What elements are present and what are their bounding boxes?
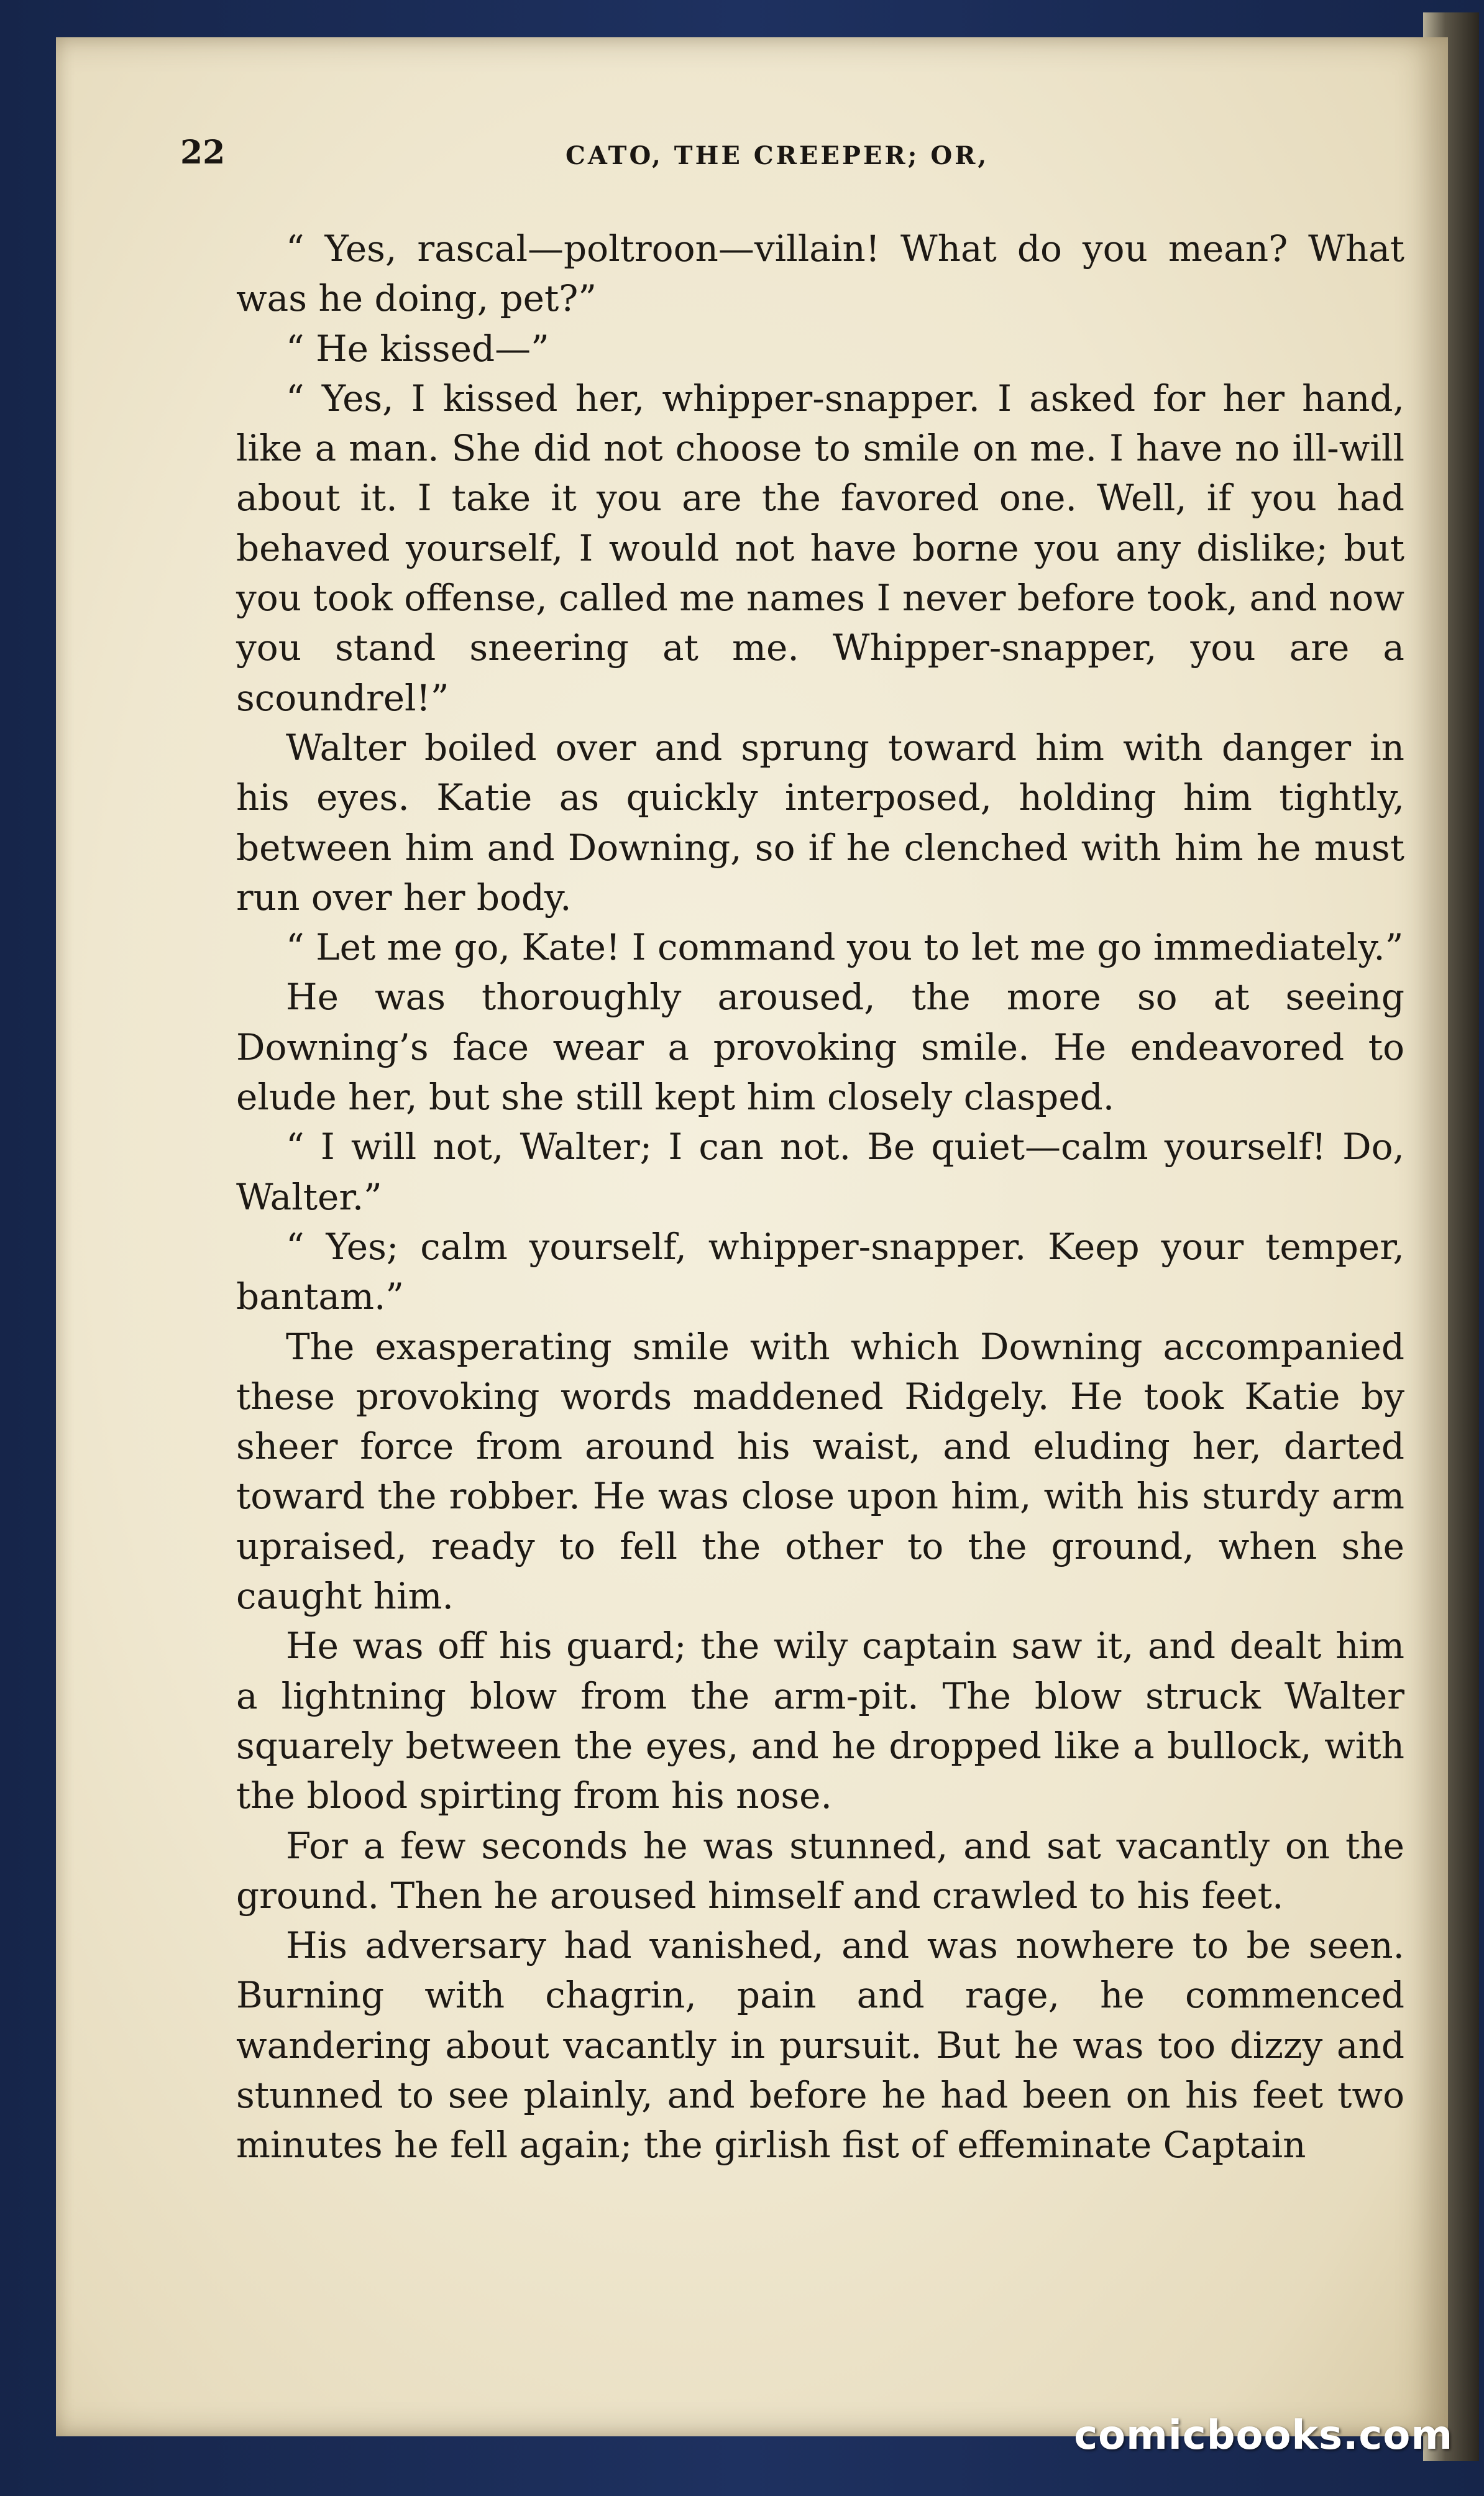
paragraph: He was thoroughly aroused, the more so at seeing Downing’s face wear a provoking smile. He endeavored to elude her, but she still kept him closely clasped. bbox=[236, 976, 1404, 1119]
paragraph: “ Yes, rascal—poltroon—villain! What do you mean? What was he doing, pet?” bbox=[236, 227, 1404, 320]
body-text bbox=[236, 224, 1404, 2170]
paragraph: “ Yes; calm yourself, whipper-snapper. Keep your temper, bantam.” bbox=[236, 1225, 1404, 1318]
paragraph: “ Let me go, Kate! I command you to let me go immediately.” bbox=[286, 926, 1404, 969]
paragraph: “ Yes, I kissed her, whipper-snapper. I asked for her hand, like a man. She did not choose to smile on me. I have no ill-will about it. I take it you are the favored one. Well, if you had behaved yourself, I would not have borne you any dislike; but you took offense, called me names I never before took, and now you stand sneering at me. Whipper-snapper, you are a scoundrel!” bbox=[236, 377, 1404, 719]
paragraph: “ I will not, Walter; I can not. Be quiet—calm yourself! Do, Walter.” bbox=[236, 1126, 1404, 1218]
paragraph: “ He kissed—” bbox=[286, 327, 549, 370]
paragraph: For a few seconds he was stunned, and sat vacantly on the ground. Then he aroused himself and crawled to his feet. bbox=[236, 1824, 1404, 1917]
page-header bbox=[180, 134, 1411, 177]
page-number: 22 bbox=[180, 134, 226, 172]
watermark: comicbooks.com bbox=[1074, 2413, 1453, 2459]
paragraph: The exasperating smile with which Downing accompanied these provoking words maddened Ridgely. He took Katie by sheer force from around his waist, and eluding her, darted toward the robber. He was close upon him, with his sturdy arm upraised, ready to fell the other to the ground, when she caught him. bbox=[236, 1325, 1404, 1618]
paragraph: Walter boiled over and sprung toward him with danger in his eyes. Katie as quickly interposed, holding him tightly, between him and Downing, so if he clenched with him he must run over her body. bbox=[236, 726, 1404, 919]
paragraph: His adversary had vanished, and was nowhere to be seen. Burning with chagrin, pain and rage, he commenced wandering about vacantly in pursuit. But he was too dizzy and stunned to see plainly, and before he had been on his feet two minutes he fell again; the girlish fist of effeminate Captain bbox=[236, 1924, 1404, 2167]
paragraph: He was off his guard; the wily captain saw it, and dealt him a lightning blow from the arm-pit. The blow struck Walter squarely between the eyes, and he dropped like a bullock, with the blood spirting from his nose. bbox=[236, 1625, 1404, 1817]
running-head: CATO, THE CREEPER; OR, bbox=[566, 141, 989, 170]
